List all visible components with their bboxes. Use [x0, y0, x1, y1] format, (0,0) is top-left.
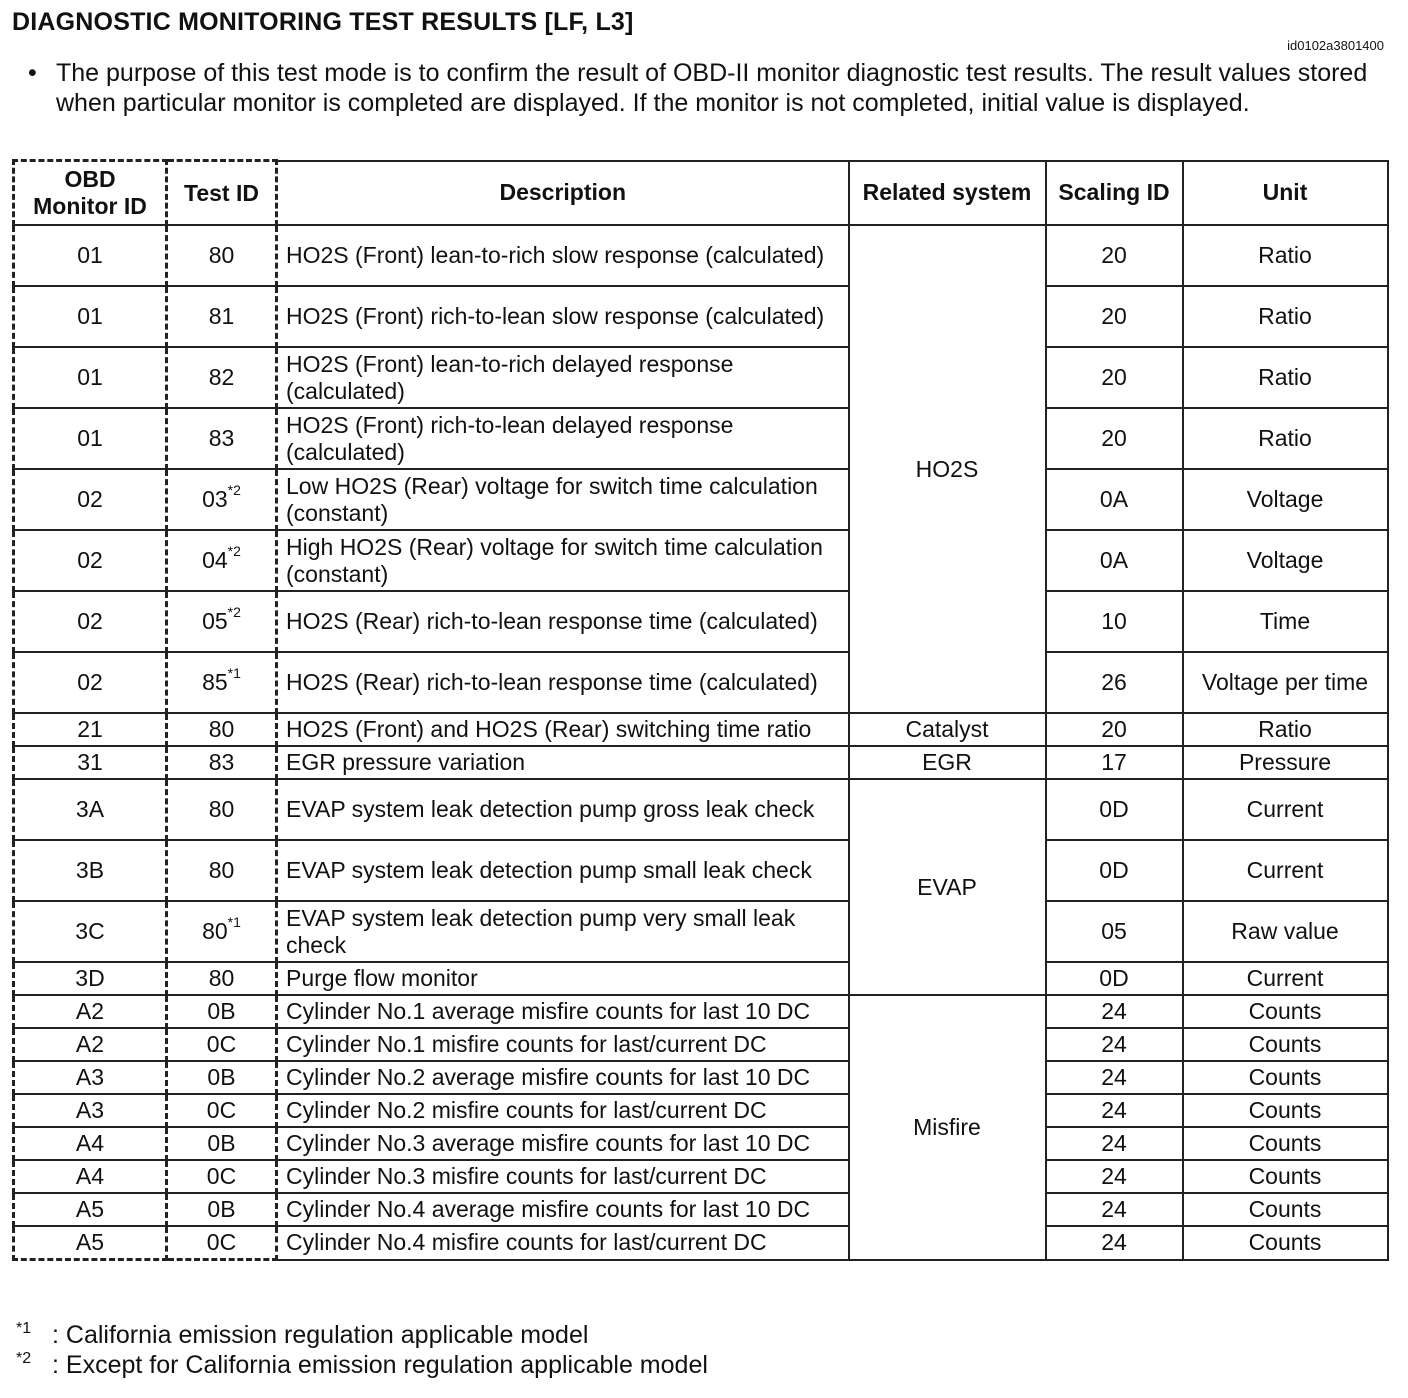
- unit-cell: Counts: [1183, 1094, 1388, 1127]
- test-id-cell: [167, 995, 277, 1028]
- related-system-cell: HO2S: [849, 225, 1046, 713]
- obd-monitor-id-cell: 01: [14, 225, 167, 286]
- description-cell: HO2S (Front) rich-to-lean slow response (calculated): [277, 286, 849, 347]
- footnote-mark: *1: [16, 1320, 32, 1337]
- test-id-value: 80: [208, 242, 235, 268]
- unit-cell: Ratio: [1183, 713, 1388, 746]
- table-row: [14, 779, 1388, 840]
- description-cell: HO2S (Front) and HO2S (Rear) switching time ratio: [277, 713, 849, 746]
- table-row: [14, 901, 1388, 962]
- table-row: [14, 1160, 1388, 1193]
- scaling-id-cell: 20: [1046, 347, 1183, 408]
- footnote-1: [16, 1320, 708, 1350]
- table-row: [14, 591, 1388, 652]
- table-row: [14, 652, 1388, 713]
- intro-paragraph: [28, 58, 1388, 118]
- unit-cell: Time: [1183, 591, 1388, 652]
- unit-cell: Counts: [1183, 1127, 1388, 1160]
- footnote-reference: *1: [227, 914, 241, 931]
- test-id-cell: [167, 1226, 277, 1260]
- table-row: [14, 408, 1388, 469]
- header-test-id: Test ID: [167, 161, 277, 226]
- obd-monitor-id-cell: 02: [14, 591, 167, 652]
- scaling-id-cell: 24: [1046, 995, 1183, 1028]
- unit-cell: Voltage: [1183, 530, 1388, 591]
- unit-cell: Ratio: [1183, 408, 1388, 469]
- table-row: [14, 286, 1388, 347]
- scaling-id-cell: 0A: [1046, 530, 1183, 591]
- related-system-cell: Catalyst: [849, 713, 1046, 746]
- test-id-value: 81: [208, 303, 235, 329]
- test-id-value: 03: [202, 486, 228, 512]
- footnote-reference: *2: [227, 543, 241, 560]
- test-id-cell: [167, 1193, 277, 1226]
- unit-cell: Counts: [1183, 1226, 1388, 1260]
- description-cell: HO2S (Rear) rich-to-lean response time (calculated): [277, 652, 849, 713]
- description-cell: Cylinder No.4 average misfire counts for last 10 DC: [277, 1193, 849, 1226]
- related-system-cell: EGR: [849, 746, 1046, 779]
- obd-monitor-id-cell: 01: [14, 408, 167, 469]
- description-cell: Cylinder No.3 average misfire counts for last 10 DC: [277, 1127, 849, 1160]
- test-id-cell: [167, 225, 277, 286]
- obd-monitor-id-cell: 3A: [14, 779, 167, 840]
- test-id-cell: [167, 286, 277, 347]
- unit-cell: Voltage: [1183, 469, 1388, 530]
- test-id-cell: [167, 347, 277, 408]
- obd-monitor-id-cell: A3: [14, 1094, 167, 1127]
- intro-text: The purpose of this test mode is to confirm the result of OBD-II monitor diagnostic test results. The result values stored when particular monitor is completed are displayed. If the monitor is not completed, initial value is displayed.: [56, 59, 1368, 117]
- table-header-row: [14, 161, 1388, 226]
- test-id-value: 80: [208, 716, 235, 742]
- description-cell: HO2S (Front) lean-to-rich delayed response (calculated): [277, 347, 849, 408]
- table-row: [14, 530, 1388, 591]
- obd-monitor-id-cell: 21: [14, 713, 167, 746]
- test-id-value: 85: [202, 669, 228, 695]
- obd-monitor-id-cell: 02: [14, 469, 167, 530]
- description-cell: HO2S (Front) lean-to-rich slow response (calculated): [277, 225, 849, 286]
- obd-monitor-id-cell: 3D: [14, 962, 167, 995]
- obd-monitor-id-cell: 01: [14, 286, 167, 347]
- scaling-id-cell: 17: [1046, 746, 1183, 779]
- table-row: [14, 1127, 1388, 1160]
- footnote-reference: *2: [227, 604, 241, 621]
- footnote-text: : Except for California emission regulation applicable model: [52, 1351, 708, 1379]
- test-id-value: 05: [202, 608, 228, 634]
- description-cell: EGR pressure variation: [277, 746, 849, 779]
- table-row: [14, 1028, 1388, 1061]
- footnotes: [16, 1320, 708, 1380]
- scaling-id-cell: 24: [1046, 1028, 1183, 1061]
- test-id-value: 80: [208, 857, 235, 883]
- scaling-id-cell: 24: [1046, 1094, 1183, 1127]
- test-id-value: 80: [208, 796, 235, 822]
- description-cell: High HO2S (Rear) voltage for switch time calculation (constant): [277, 530, 849, 591]
- description-cell: Cylinder No.1 average misfire counts for last 10 DC: [277, 995, 849, 1028]
- table-row: [14, 1061, 1388, 1094]
- test-id-value: 0C: [206, 1031, 237, 1057]
- footnote-reference: *2: [227, 482, 241, 499]
- test-id-cell: [167, 779, 277, 840]
- unit-cell: Current: [1183, 840, 1388, 901]
- test-id-value: 04: [202, 547, 228, 573]
- obd-monitor-id-cell: A4: [14, 1160, 167, 1193]
- test-id-value: 0C: [206, 1229, 237, 1255]
- footnote-mark: *2: [16, 1350, 32, 1367]
- description-cell: Cylinder No.1 misfire counts for last/current DC: [277, 1028, 849, 1061]
- scaling-id-cell: 05: [1046, 901, 1183, 962]
- test-id-value: 80: [208, 965, 235, 991]
- description-cell: Cylinder No.4 misfire counts for last/current DC: [277, 1226, 849, 1260]
- table-row: [14, 1094, 1388, 1127]
- test-id-cell: [167, 591, 277, 652]
- scaling-id-cell: 0D: [1046, 779, 1183, 840]
- test-id-cell: [167, 1127, 277, 1160]
- table-row: [14, 840, 1388, 901]
- footnote-text: : California emission regulation applicable model: [52, 1321, 589, 1349]
- obd-monitor-id-cell: 01: [14, 347, 167, 408]
- table-row: [14, 225, 1388, 286]
- obd-monitor-id-cell: 3B: [14, 840, 167, 901]
- obd-monitor-id-cell: A3: [14, 1061, 167, 1094]
- scaling-id-cell: 10: [1046, 591, 1183, 652]
- obd-monitor-id-cell: 3C: [14, 901, 167, 962]
- scaling-id-cell: 0D: [1046, 840, 1183, 901]
- test-id-cell: [167, 746, 277, 779]
- test-id-value: 83: [208, 425, 235, 451]
- test-id-value: 0C: [206, 1163, 237, 1189]
- description-cell: HO2S (Front) rich-to-lean delayed response (calculated): [277, 408, 849, 469]
- document-id: id0102a3801400: [1287, 38, 1384, 53]
- test-id-cell: [167, 901, 277, 962]
- table-row: [14, 995, 1388, 1028]
- scaling-id-cell: 20: [1046, 225, 1183, 286]
- unit-cell: Voltage per time: [1183, 652, 1388, 713]
- test-id-value: 0B: [207, 998, 236, 1024]
- obd-monitor-id-cell: 31: [14, 746, 167, 779]
- test-id-value: 0B: [207, 1064, 236, 1090]
- scaling-id-cell: 24: [1046, 1160, 1183, 1193]
- header-obd-monitor-id: OBD Monitor ID: [14, 161, 167, 226]
- table-row: [14, 713, 1388, 746]
- test-id-cell: [167, 1094, 277, 1127]
- test-id-cell: [167, 1160, 277, 1193]
- obd-monitor-id-cell: 02: [14, 652, 167, 713]
- description-cell: Cylinder No.2 average misfire counts for last 10 DC: [277, 1061, 849, 1094]
- scaling-id-cell: 20: [1046, 286, 1183, 347]
- header-related-system: Related system: [849, 161, 1046, 226]
- scaling-id-cell: 20: [1046, 713, 1183, 746]
- unit-cell: Ratio: [1183, 225, 1388, 286]
- test-id-value: 83: [208, 749, 235, 775]
- page-title: DIAGNOSTIC MONITORING TEST RESULTS [LF, L3]: [12, 8, 634, 36]
- test-id-cell: [167, 1028, 277, 1061]
- unit-cell: Counts: [1183, 1061, 1388, 1094]
- obd-monitor-id-cell: A2: [14, 995, 167, 1028]
- scaling-id-cell: 0D: [1046, 962, 1183, 995]
- description-cell: Cylinder No.2 misfire counts for last/current DC: [277, 1094, 849, 1127]
- table-row: [14, 1193, 1388, 1226]
- footnote-2: [16, 1350, 708, 1380]
- unit-cell: Counts: [1183, 995, 1388, 1028]
- footnote-reference: *1: [227, 665, 241, 682]
- unit-cell: Raw value: [1183, 901, 1388, 962]
- table-row: [14, 962, 1388, 995]
- test-id-cell: [167, 1061, 277, 1094]
- test-id-value: 80: [202, 918, 228, 944]
- test-id-cell: [167, 652, 277, 713]
- related-system-cell: EVAP: [849, 779, 1046, 995]
- related-system-cell: Misfire: [849, 995, 1046, 1260]
- test-id-value: 0B: [207, 1130, 236, 1156]
- scaling-id-cell: 26: [1046, 652, 1183, 713]
- obd-monitor-id-cell: A5: [14, 1226, 167, 1260]
- test-id-cell: [167, 408, 277, 469]
- test-id-value: 0C: [206, 1097, 237, 1123]
- scaling-id-cell: 20: [1046, 408, 1183, 469]
- scaling-id-cell: 24: [1046, 1193, 1183, 1226]
- scaling-id-cell: 24: [1046, 1061, 1183, 1094]
- unit-cell: Counts: [1183, 1160, 1388, 1193]
- unit-cell: Counts: [1183, 1193, 1388, 1226]
- description-cell: HO2S (Rear) rich-to-lean response time (calculated): [277, 591, 849, 652]
- table-row: [14, 746, 1388, 779]
- unit-cell: Ratio: [1183, 286, 1388, 347]
- description-cell: EVAP system leak detection pump small leak check: [277, 840, 849, 901]
- test-id-cell: [167, 469, 277, 530]
- scaling-id-cell: 0A: [1046, 469, 1183, 530]
- test-id-cell: [167, 530, 277, 591]
- unit-cell: Pressure: [1183, 746, 1388, 779]
- bullet-icon: •: [28, 59, 37, 87]
- obd-monitor-id-cell: A4: [14, 1127, 167, 1160]
- test-id-cell: [167, 962, 277, 995]
- test-id-value: 0B: [207, 1196, 236, 1222]
- table-row: [14, 1226, 1388, 1260]
- description-cell: Cylinder No.3 misfire counts for last/current DC: [277, 1160, 849, 1193]
- unit-cell: Counts: [1183, 1028, 1388, 1061]
- obd-monitor-id-cell: 02: [14, 530, 167, 591]
- description-cell: EVAP system leak detection pump very small leak check: [277, 901, 849, 962]
- description-cell: EVAP system leak detection pump gross leak check: [277, 779, 849, 840]
- header-scaling-id: Scaling ID: [1046, 161, 1183, 226]
- table-row: [14, 469, 1388, 530]
- table-body: [14, 225, 1388, 1260]
- test-id-cell: [167, 840, 277, 901]
- unit-cell: Ratio: [1183, 347, 1388, 408]
- test-id-value: 82: [208, 364, 235, 390]
- description-cell: Low HO2S (Rear) voltage for switch time calculation (constant): [277, 469, 849, 530]
- scaling-id-cell: 24: [1046, 1226, 1183, 1260]
- scaling-id-cell: 24: [1046, 1127, 1183, 1160]
- header-unit: Unit: [1183, 161, 1388, 226]
- unit-cell: Current: [1183, 962, 1388, 995]
- header-description: Description: [277, 161, 849, 226]
- obd-monitor-id-cell: A5: [14, 1193, 167, 1226]
- results-table: [12, 159, 1389, 1261]
- obd-monitor-id-cell: A2: [14, 1028, 167, 1061]
- table-row: [14, 347, 1388, 408]
- test-id-cell: [167, 713, 277, 746]
- unit-cell: Current: [1183, 779, 1388, 840]
- description-cell: Purge flow monitor: [277, 962, 849, 995]
